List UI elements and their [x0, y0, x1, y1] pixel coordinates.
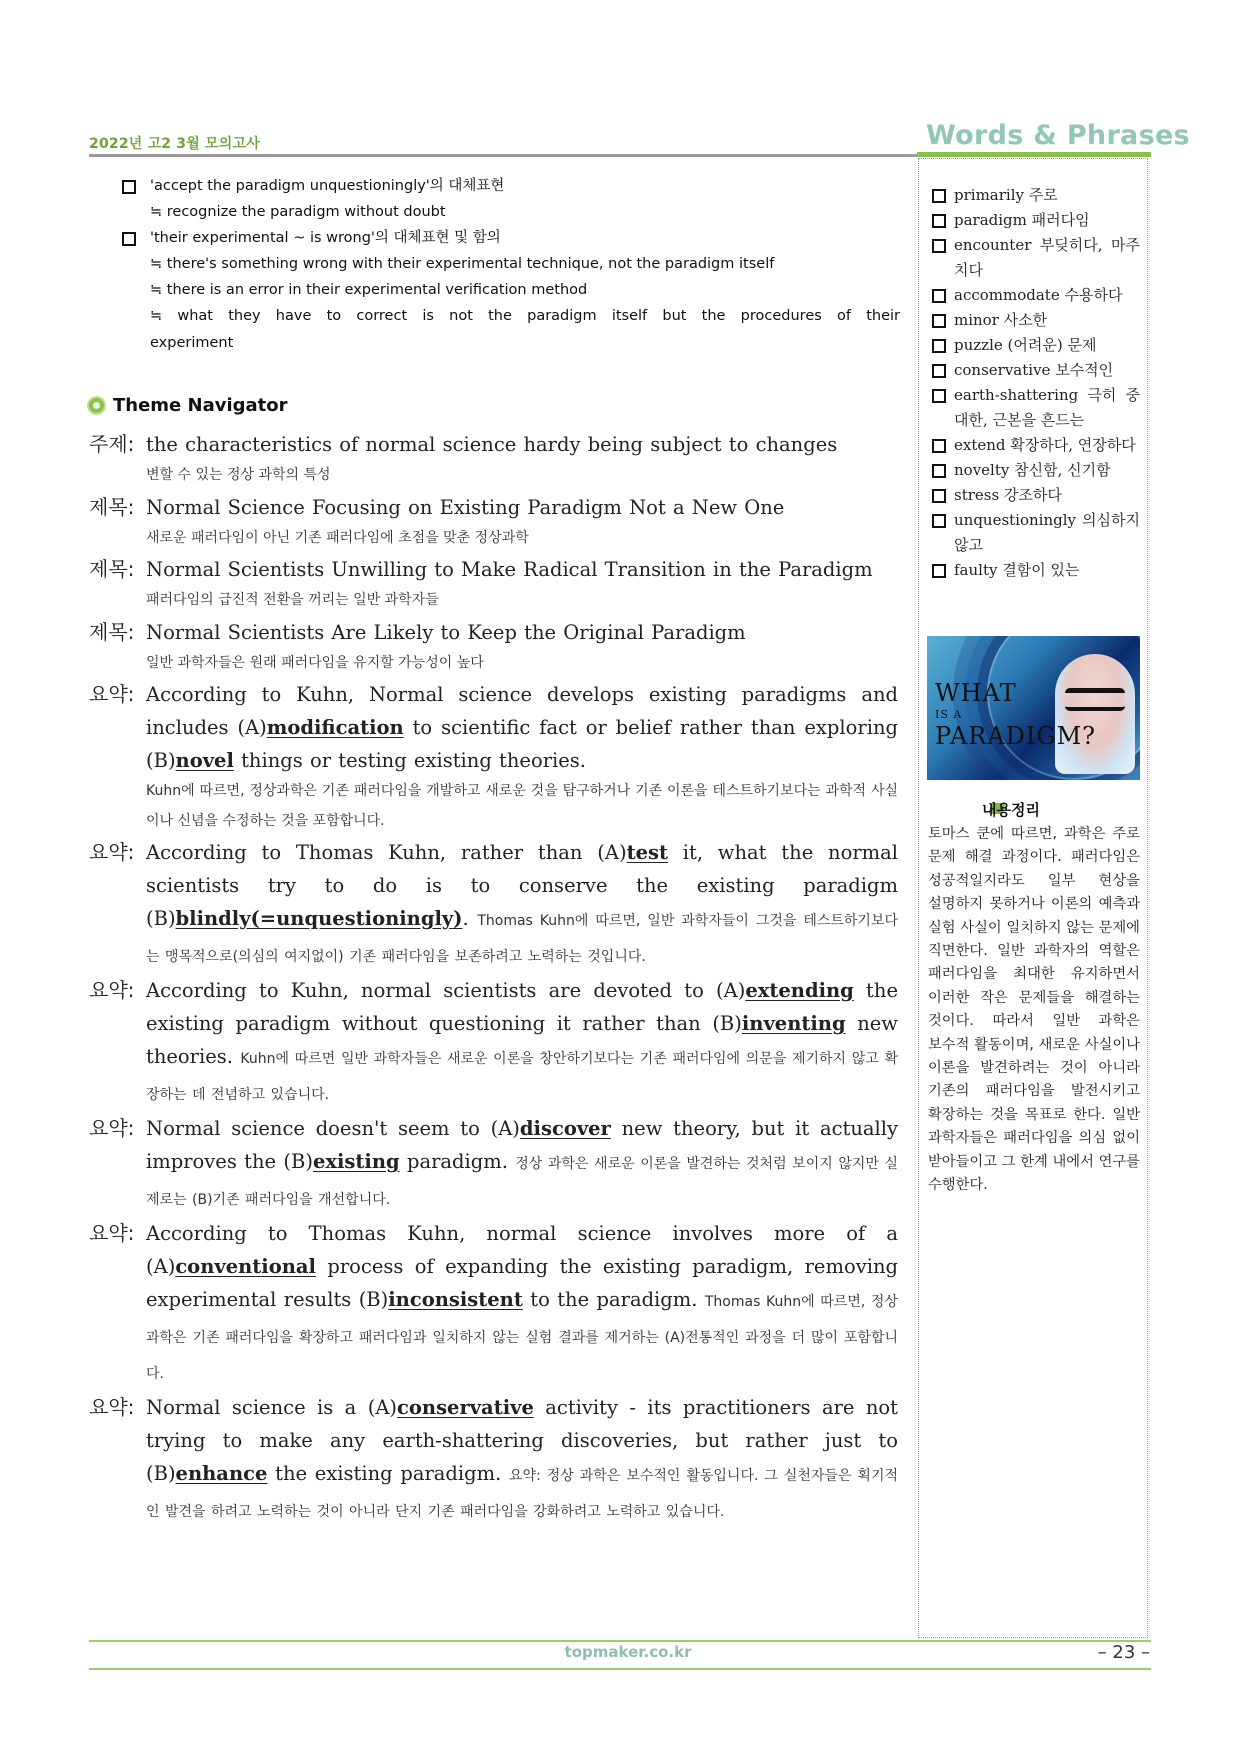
expression-notes [120, 173, 900, 356]
summary-entry [89, 678, 898, 836]
vocab-text: minor 사소한 [954, 311, 1048, 329]
vocab-text: earth-shattering 극히 중대한, 근본을 흔드는 [954, 386, 1140, 429]
vocab-text: primarily 주로 [954, 186, 1058, 204]
note-item: ≒ what they have to correct is not the paradigm itself but the procedures of their experiment [150, 308, 900, 351]
topic-ko: 변할 수 있는 정상 과학의 특성 [146, 467, 331, 483]
vocabulary-list [930, 183, 1140, 583]
summary-ko: 요약: 정상 과학은 보수적인 활동입니다. 그 실천자들은 획기적인 발견을 하려고 노력하는 것이 아니라 단지 기존 패러다임을 강화하려고 노력하고 있습니다. [146, 1468, 899, 1520]
page-number: – 23 – [1097, 1642, 1150, 1663]
summary-ko: Thomas Kuhn에 따르면, 정상과학은 기존 패러다임을 확장하고 패러다임과 일치하지 않는 실험 결과를 제거하는 (A)전통적인 과정을 더 많이 포함합니다. [146, 1294, 898, 1382]
answer-b: inconsistent [388, 1288, 523, 1311]
entry-label: 요약: [89, 978, 135, 1002]
vocab-item [930, 558, 1140, 583]
entry-label: 제목: [89, 557, 135, 581]
answer-b: enhance [175, 1462, 268, 1485]
checkbox-icon [932, 189, 946, 203]
entry-label: 요약: [89, 682, 135, 706]
checkbox-icon [932, 214, 946, 228]
vocab-item [930, 433, 1140, 458]
summary-text: to the paradigm. [522, 1288, 698, 1311]
summary-text: new theory, but it actually improves the (B) [146, 1117, 898, 1173]
vocab-text: faulty 결함이 있는 [954, 561, 1080, 579]
vocab-text: stress 강조하다 [954, 486, 1062, 504]
content-summary-text: 토마스 쿤에 따르면, 과학은 주로 문제 해결 과정이다. 패러다임은 성공적일지라도 일부 현상을 설명하지 못하거나 이론의 예측과 실험 사실이 일치하지 않는 문제에 직면한다. 일반 과학자의 역할은 패러다임을 최대한 유지하면서 이러한 작은 문제들을 해결하는 것이다. 따라서 일반 과학은 보수적 활동이며, 새로운 사실이나 이론을 발견하려는 것이 아니라 기존의 패러다임을 발전시키고 확장하는 것을 목표로 한다. 일반 과학자들은 패러다임을 의심 없이 받아들이고 그 한계 내에서 연구를 수행한다. [928, 826, 1140, 1194]
summary-en [146, 678, 898, 777]
summary-text: According to Thomas Kuhn, rather than (A) [146, 841, 627, 864]
answer-b: existing [312, 1150, 400, 1173]
title-en: Normal Science Focusing on Existing Paradigm Not a New One [146, 495, 785, 519]
note-heading [120, 173, 900, 199]
summary-text: new theories. [146, 1012, 898, 1068]
checkbox-icon [932, 489, 946, 503]
summary-en [146, 1391, 898, 1529]
title-ko: 새로운 패러다임이 아닌 기존 패러다임에 초점을 맞춘 정상과학 [146, 529, 529, 546]
summary-text: paradigm. [399, 1150, 508, 1173]
vocab-item [930, 308, 1140, 333]
vocab-text: extend 확장하다, 연장하다 [954, 436, 1136, 454]
summary-ko: 정상 과학은 새로운 이론을 발견하는 것처럼 보이지 않지만 실제로는 (B)기존 패러다임을 개선합니다. [146, 1156, 899, 1208]
footer-site: topmaker.co.kr [564, 1643, 692, 1661]
answer-b: inventing [741, 1012, 846, 1035]
answer-a: conventional [175, 1255, 316, 1278]
checkbox-icon [932, 339, 946, 353]
vocab-item [930, 508, 1140, 558]
paradigm-illustration [927, 636, 1140, 780]
vocab-item [930, 208, 1140, 233]
topic-entry [89, 428, 898, 491]
footer-divider-bottom [89, 1668, 1151, 1670]
answer-b: novel [175, 749, 234, 772]
summary-text: Normal science doesn't seem to (A) [146, 1117, 520, 1140]
summary-text: to scientific fact or belief rather than exploring (B) [146, 716, 898, 772]
summary-entry [89, 1217, 898, 1391]
title-entry [89, 491, 898, 554]
vocab-item [930, 358, 1140, 383]
vocab-item [930, 183, 1140, 208]
checkbox-icon [932, 364, 946, 378]
summary-text: activity - its practitioners are not trying to make any earth-shattering discoveries, but rather just to (B) [146, 1396, 898, 1485]
title-en: Normal Scientists Unwilling to Make Radical Transition in the Paradigm [146, 558, 873, 581]
header-divider [89, 154, 919, 157]
vocab-item [930, 458, 1140, 483]
checkbox-icon [122, 180, 136, 194]
note-label: 'their experimental ~ is wrong'의 대체표현 및 함의 [150, 230, 501, 246]
note-item: ≒ there's something wrong with their experimental technique, not the paradigm itself [150, 256, 775, 272]
theme-navigator-heading [89, 395, 288, 416]
checkbox-icon [932, 464, 946, 478]
words-phrases-bar [917, 152, 1151, 157]
note-heading [120, 225, 900, 251]
summary-entry [89, 836, 898, 974]
vocab-text: puzzle (어려운) 문제 [954, 336, 1097, 354]
vocab-text: paradigm 패러다임 [954, 211, 1090, 229]
summary-text: Normal science is a (A) [146, 1396, 398, 1419]
entry-label: 요약: [89, 1221, 135, 1245]
summary-text: it, what the normal scientists try to do is to conserve the existing paradigm (B) [146, 841, 898, 930]
theme-navigator-title: Theme Navigator [113, 395, 288, 416]
vocab-item [930, 283, 1140, 308]
summary-entry [89, 974, 898, 1112]
summary-en [146, 836, 898, 974]
image-text-paradigm: PARADIGM? [935, 722, 1097, 750]
vocab-item [930, 383, 1140, 433]
vocab-text: accommodate 수용하다 [954, 286, 1123, 304]
vocab-text: unquestioningly 의심하지 않고 [954, 511, 1140, 554]
answer-b: blindly(=unquestioningly) [175, 907, 463, 930]
summary-entry [89, 1112, 898, 1217]
checkbox-icon [932, 239, 946, 253]
summary-text: things or testing existing theories. [233, 749, 586, 772]
summary-ko: Thomas Kuhn에 따르면, 일반 과학자들이 그것을 테스트하기보다는 맹목적으로(의심의 여지없이) 기존 패러다임을 보존하려고 노력하는 것입니다. [146, 913, 898, 965]
gear-icon [89, 398, 104, 413]
summary-text: According to Thomas Kuhn, normal science involves more of a (A) [146, 1222, 898, 1278]
summary-text: . [462, 907, 469, 930]
checkbox-icon [932, 289, 946, 303]
summary-text: the existing paradigm. [267, 1462, 502, 1485]
answer-a: extending [745, 979, 854, 1002]
content-summary-title: 내용정리 [982, 801, 1040, 819]
checkbox-icon [932, 439, 946, 453]
summary-text: process of expanding the existing paradigm, removing experimental results (B) [146, 1255, 898, 1311]
summary-en [146, 1112, 898, 1217]
vocab-text: encounter 부딪히다, 마주치다 [954, 236, 1140, 279]
answer-a: modification [266, 716, 404, 739]
summary-en [146, 1217, 898, 1391]
topic-en: the characteristics of normal science hardy being subject to changes [146, 433, 838, 456]
summary-text: According to Kuhn, normal scientists are devoted to (A) [146, 979, 746, 1002]
portrait-figure [1055, 654, 1135, 774]
note-label: 'accept the paradigm unquestioningly'의 대체표현 [150, 178, 505, 194]
summary-text: According to Kuhn, Normal science develops existing paradigms and includes (A) [146, 683, 898, 739]
summary-text: the existing paradigm without questioning it rather than (B) [146, 979, 898, 1035]
vocab-item [930, 233, 1140, 283]
image-text-what: WHAT [935, 679, 1017, 707]
title-en: Normal Scientists Are Likely to Keep the Original Paradigm [146, 620, 746, 644]
checkbox-icon [122, 232, 136, 246]
summary-en [146, 974, 898, 1112]
image-text-is-a: IS A [935, 708, 963, 721]
entry-label: 요약: [89, 1395, 135, 1419]
theme-navigator [89, 428, 898, 1529]
entry-label: 요약: [89, 1116, 135, 1140]
summary-ko: Kuhn에 따르면, 정상과학은 기존 패러다임을 개발하고 새로운 것을 탐구하거나 기존 이론을 테스트하기보다는 과학적 사실이나 신념을 수정하는 것을 포함합니다. [146, 783, 898, 829]
note-item: ≒ recognize the paradigm without doubt [150, 204, 446, 220]
entry-label: 요약: [89, 840, 135, 864]
vocab-text: conservative 보수적인 [954, 361, 1114, 379]
words-phrases-title: Words & Phrases [926, 120, 1190, 151]
vocab-item [930, 333, 1140, 358]
title-ko: 패러다임의 급진적 전환을 꺼리는 일반 과학자들 [146, 592, 439, 608]
summary-ko: Kuhn에 따르면 일반 과학자들은 새로운 이론을 창안하기보다는 기존 패러다임에 의문을 제기하지 않고 확장하는 데 전념하고 있습니다. [146, 1051, 898, 1103]
footer-divider-top [89, 1640, 1151, 1642]
entry-label: 제목: [89, 619, 135, 644]
checkbox-icon [932, 514, 946, 528]
checkbox-icon [932, 564, 946, 578]
answer-a: conservative [397, 1396, 534, 1419]
checkbox-icon [932, 389, 946, 403]
summary-entry [89, 1391, 898, 1529]
answer-a: discover [519, 1117, 611, 1140]
note-item: ≒ there is an error in their experimental verification method [150, 282, 588, 298]
entry-label: 주제: [89, 432, 135, 456]
title-ko: 일반 과학자들은 원래 패러다임을 유지할 가능성이 높다 [146, 654, 484, 671]
exam-title: 2022년 고2 3월 모의고사 [89, 136, 260, 152]
glasses-graphic [1065, 688, 1125, 711]
title-entry [89, 616, 898, 679]
checkbox-icon [932, 314, 946, 328]
title-entry [89, 553, 898, 616]
vocab-text: novelty 참신함, 신기함 [954, 461, 1111, 479]
entry-label: 제목: [89, 494, 135, 519]
vocab-item [930, 483, 1140, 508]
answer-a: test [626, 841, 668, 864]
